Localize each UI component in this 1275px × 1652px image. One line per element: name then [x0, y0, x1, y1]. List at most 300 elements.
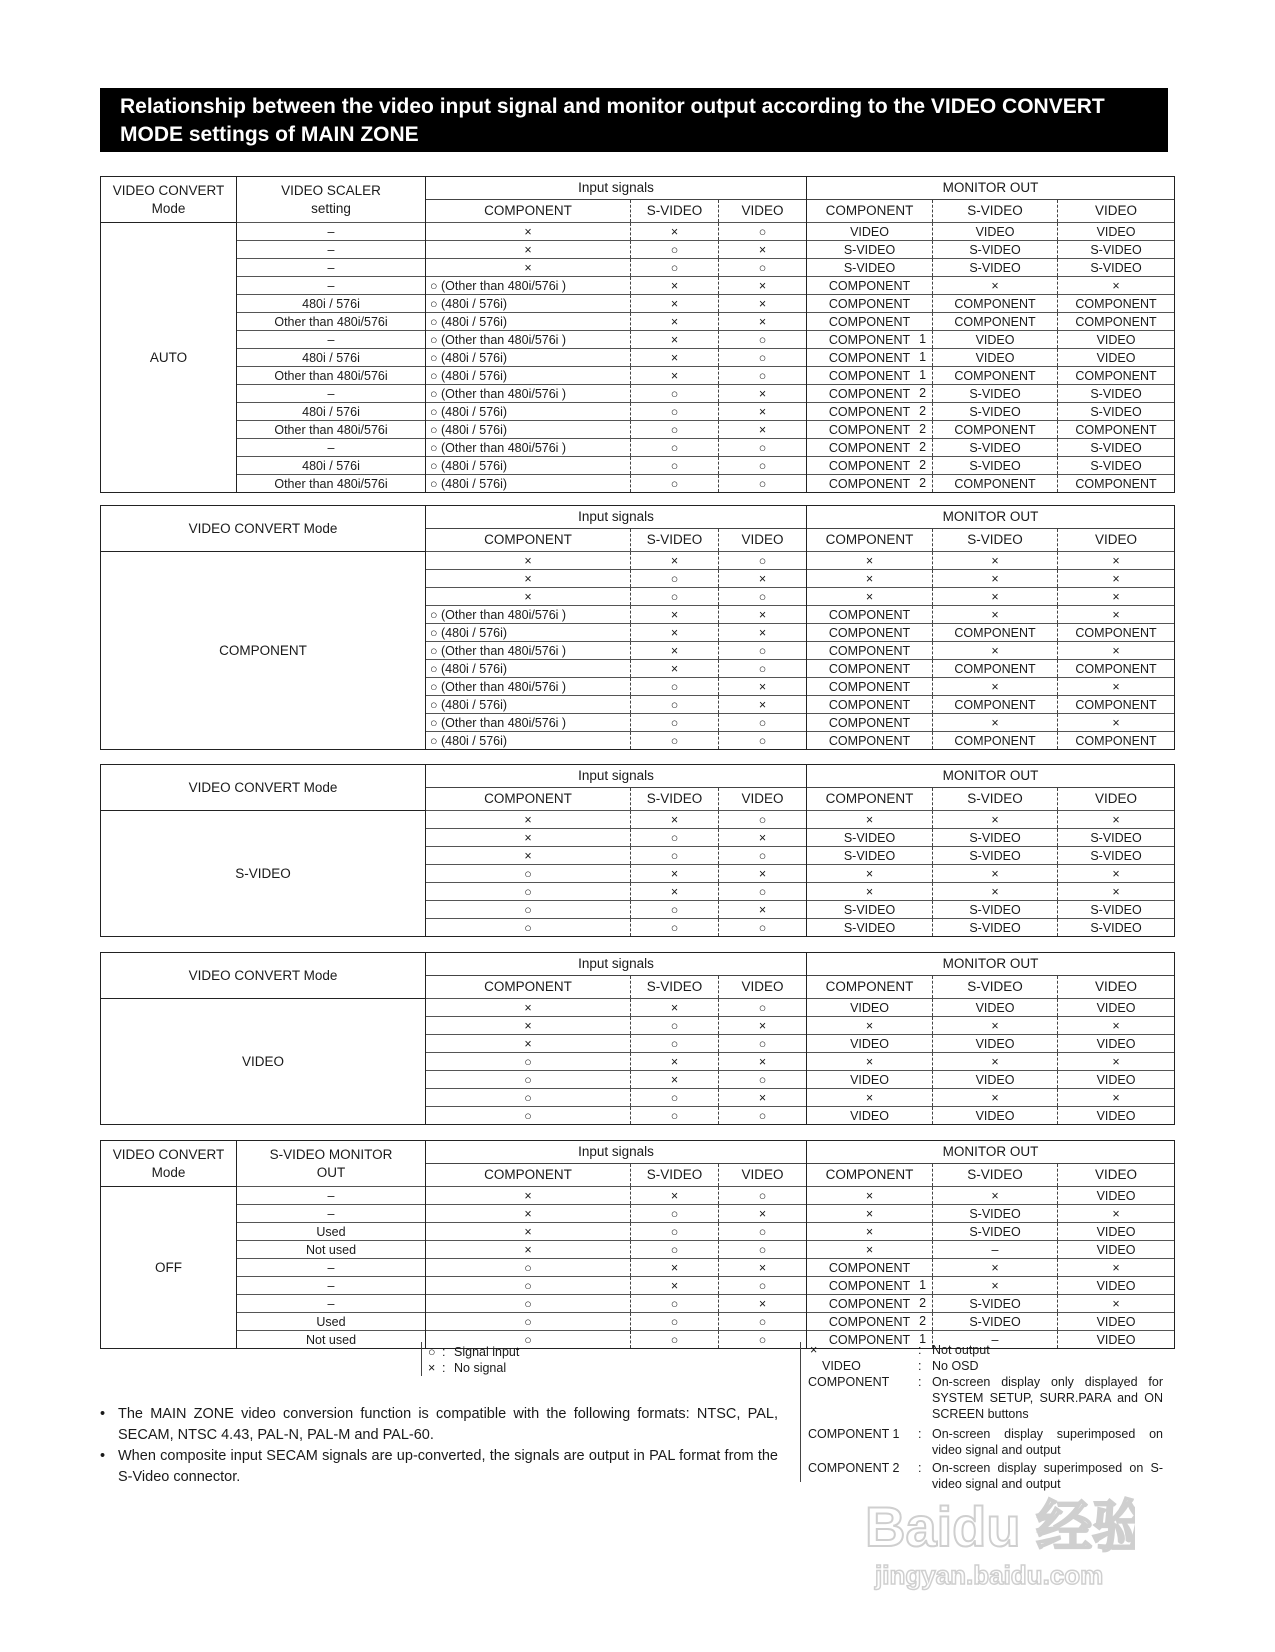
header-monitor-out: MONITOR OUT: [807, 1141, 1175, 1164]
out-svideo-cell: –: [933, 1331, 1058, 1349]
out-video-cell: COMPONENT: [1058, 732, 1175, 750]
input-component-cell: ×: [426, 223, 631, 241]
out-component-cell: [807, 919, 933, 937]
out-svideo-cell: S-VIDEO: [933, 457, 1058, 475]
setting-cell: Other than 480i/576i: [237, 313, 426, 331]
input-svideo-cell: ×: [631, 1053, 719, 1071]
input-video-cell: ○: [719, 475, 807, 493]
table-row: [101, 475, 1175, 493]
table-row: [101, 1277, 1175, 1295]
input-video-cell: ○: [719, 223, 807, 241]
input-svideo-cell: ○: [631, 588, 719, 606]
header-out-svideo: S-VIDEO: [933, 976, 1058, 999]
out-svideo-cell: S-VIDEO: [933, 439, 1058, 457]
out-component-value: COMPONENT: [828, 1278, 911, 1293]
out-video-cell: ×: [1058, 865, 1175, 883]
header-in-component: COMPONENT: [426, 529, 631, 552]
input-video-cell: ×: [719, 241, 807, 259]
input-video-cell: ○: [719, 999, 807, 1017]
input-video-cell: ○: [719, 1223, 807, 1241]
header-in-video: VIDEO: [719, 1164, 807, 1187]
out-component-value: COMPONENT: [828, 679, 911, 694]
input-video-cell: ○: [719, 1241, 807, 1259]
input-video-cell: ×: [719, 1017, 807, 1035]
table-row: [101, 1241, 1175, 1259]
out-video-cell: ×: [1058, 678, 1175, 696]
input-component-cell: ○ (480i / 576i): [426, 732, 631, 750]
out-component-value: ×: [865, 1090, 874, 1105]
out-svideo-cell: VIDEO: [933, 331, 1058, 349]
page-title: Relationship between the video input signal and monitor output according to the VIDEO CONVERT MODE settings of MAIN ZONE: [100, 88, 1168, 152]
input-svideo-cell: ○: [631, 1205, 719, 1223]
input-video-cell: ×: [719, 1259, 807, 1277]
out-component-value: S-VIDEO: [843, 830, 896, 845]
out-video-cell: VIDEO: [1058, 331, 1175, 349]
input-svideo-cell: ○: [631, 678, 719, 696]
out-component-cell: [807, 999, 933, 1017]
input-component-cell: ○ (Other than 480i/576i ): [426, 642, 631, 660]
input-component-cell: ×: [426, 588, 631, 606]
header-out-svideo: S-VIDEO: [933, 200, 1058, 223]
out-svideo-cell: ×: [933, 552, 1058, 570]
out-component-value: COMPONENT: [828, 296, 911, 311]
table-row: [101, 1223, 1175, 1241]
out-svideo-cell: ×: [933, 277, 1058, 295]
watermark-line2: jingyan.baidu.com: [875, 1560, 1104, 1590]
input-video-cell: ○: [719, 714, 807, 732]
input-video-cell: ○: [719, 1107, 807, 1125]
input-svideo-cell: ×: [631, 865, 719, 883]
setting-cell: 480i / 576i: [237, 403, 426, 421]
legend-divider-left: [421, 1342, 422, 1376]
out-component-cell: [807, 295, 933, 313]
out-component-value: S-VIDEO: [843, 260, 896, 275]
header-in-svideo: S-VIDEO: [631, 976, 719, 999]
out-video-cell: COMPONENT: [1058, 295, 1175, 313]
out-component-value: ×: [865, 553, 874, 568]
input-component-cell: ○ (480i / 576i): [426, 349, 631, 367]
legend-item: × : Not output: [810, 1343, 990, 1357]
input-component-cell: ○: [426, 1107, 631, 1125]
out-svideo-cell: VIDEO: [933, 1035, 1058, 1053]
header-setting: VIDEO SCALER setting: [237, 177, 426, 223]
input-video-cell: ×: [719, 1053, 807, 1071]
input-component-cell: ×: [426, 1035, 631, 1053]
input-svideo-cell: ○: [631, 714, 719, 732]
setting-cell: –: [237, 1295, 426, 1313]
out-video-cell: ×: [1058, 1053, 1175, 1071]
input-svideo-cell: ×: [631, 660, 719, 678]
input-video-cell: ○: [719, 732, 807, 750]
input-component-cell: ○ (480i / 576i): [426, 421, 631, 439]
out-component-note: 2: [919, 422, 927, 436]
table-row: [101, 331, 1175, 349]
out-svideo-cell: COMPONENT: [933, 696, 1058, 714]
header-row: [101, 953, 1175, 976]
input-video-cell: ○: [719, 439, 807, 457]
out-svideo-cell: S-VIDEO: [933, 919, 1058, 937]
input-video-cell: ○: [719, 1277, 807, 1295]
input-video-cell: ○: [719, 588, 807, 606]
out-component-cell: [807, 1035, 933, 1053]
mode-cell: VIDEO: [101, 999, 426, 1125]
out-svideo-cell: ×: [933, 883, 1058, 901]
header-input-signals: Input signals: [426, 765, 807, 788]
input-svideo-cell: ×: [631, 1187, 719, 1205]
out-svideo-cell: S-VIDEO: [933, 1295, 1058, 1313]
out-component-cell: [807, 696, 933, 714]
out-component-value: S-VIDEO: [843, 242, 896, 257]
input-component-cell: ×: [426, 570, 631, 588]
setting-cell: Other than 480i/576i: [237, 421, 426, 439]
header-input-signals: Input signals: [426, 506, 807, 529]
input-video-cell: ×: [719, 829, 807, 847]
out-component-value: COMPONENT: [828, 715, 911, 730]
out-video-cell: S-VIDEO: [1058, 829, 1175, 847]
out-component-note: 2: [919, 386, 927, 400]
input-component-cell: ○ (Other than 480i/576i ): [426, 385, 631, 403]
out-svideo-cell: COMPONENT: [933, 732, 1058, 750]
header-in-component: COMPONENT: [426, 200, 631, 223]
out-component-cell: [807, 1017, 933, 1035]
legend-item: COMPONENT 1 : On-screen display superimposed on video signal and output: [808, 1427, 1163, 1457]
note-item: • When composite input SECAM signals are up-converted, the signals are output in PAL format from the S-Video connector.: [100, 1448, 778, 1485]
input-component-cell: ×: [426, 1205, 631, 1223]
out-svideo-cell: S-VIDEO: [933, 385, 1058, 403]
out-component-value: COMPONENT: [828, 440, 911, 455]
out-video-cell: ×: [1058, 1017, 1175, 1035]
header-in-svideo: S-VIDEO: [631, 529, 719, 552]
input-svideo-cell: ○: [631, 1223, 719, 1241]
input-svideo-cell: ×: [631, 624, 719, 642]
input-component-cell: ×: [426, 1223, 631, 1241]
input-video-cell: ○: [719, 1035, 807, 1053]
header-mode: VIDEO CONVERT Mode: [101, 765, 426, 811]
out-video-cell: VIDEO: [1058, 999, 1175, 1017]
out-component-cell: [807, 1107, 933, 1125]
input-video-cell: ○: [719, 642, 807, 660]
out-svideo-cell: ×: [933, 606, 1058, 624]
note-item: • The MAIN ZONE video conversion function is compatible with the following formats: NTSC, PAL, SECAM, NTSC 4.43, PAL-N, PAL-M and PAL-60.: [100, 1406, 778, 1443]
out-video-cell: ×: [1058, 606, 1175, 624]
header-in-svideo: S-VIDEO: [631, 200, 719, 223]
input-component-cell: ×: [426, 241, 631, 259]
out-component-value: COMPONENT: [828, 643, 911, 658]
out-component-cell: [807, 811, 933, 829]
header-in-component: COMPONENT: [426, 1164, 631, 1187]
out-component-cell: [807, 732, 933, 750]
out-video-cell: VIDEO: [1058, 1277, 1175, 1295]
out-component-cell: [807, 385, 933, 403]
out-component-value: COMPONENT: [828, 697, 911, 712]
out-video-cell: COMPONENT: [1058, 313, 1175, 331]
table-row: [101, 421, 1175, 439]
input-component-cell: ×: [426, 811, 631, 829]
out-component-cell: [807, 277, 933, 295]
out-component-value: COMPONENT: [828, 733, 911, 748]
out-component-value: ×: [865, 1188, 874, 1203]
header-out-svideo: S-VIDEO: [933, 1164, 1058, 1187]
out-component-cell: [807, 475, 933, 493]
out-video-cell: COMPONENT: [1058, 660, 1175, 678]
input-component-cell: ×: [426, 847, 631, 865]
notes: [100, 1404, 778, 1488]
input-svideo-cell: ○: [631, 241, 719, 259]
out-component-note: 2: [919, 440, 927, 454]
out-component-value: COMPONENT: [828, 625, 911, 640]
legend-item: × : No signal: [428, 1361, 507, 1375]
input-component-cell: ×: [426, 999, 631, 1017]
header-input-signals: Input signals: [426, 177, 807, 200]
header-monitor-out: MONITOR OUT: [807, 506, 1175, 529]
input-svideo-cell: ×: [631, 1071, 719, 1089]
input-component-cell: ○: [426, 865, 631, 883]
header-out-svideo: S-VIDEO: [933, 788, 1058, 811]
out-video-cell: VIDEO: [1058, 1107, 1175, 1125]
input-video-cell: ×: [719, 1205, 807, 1223]
legend-item: VIDEO : No OSD: [822, 1359, 979, 1373]
setting-cell: Not used: [237, 1331, 426, 1349]
table-row: [101, 999, 1175, 1017]
input-video-cell: ○: [719, 331, 807, 349]
input-svideo-cell: ×: [631, 606, 719, 624]
input-component-cell: ×: [426, 1187, 631, 1205]
out-video-cell: COMPONENT: [1058, 475, 1175, 493]
input-svideo-cell: ×: [631, 223, 719, 241]
input-component-cell: ×: [426, 552, 631, 570]
out-svideo-cell: –: [933, 1241, 1058, 1259]
input-svideo-cell: ○: [631, 1035, 719, 1053]
out-video-cell: S-VIDEO: [1058, 847, 1175, 865]
out-video-cell: ×: [1058, 570, 1175, 588]
out-svideo-cell: S-VIDEO: [933, 1205, 1058, 1223]
out-component-cell: [807, 606, 933, 624]
header-mode: VIDEO CONVERT Mode: [101, 1141, 237, 1187]
mode-cell: COMPONENT: [101, 552, 426, 750]
input-svideo-cell: ○: [631, 1107, 719, 1125]
input-component-cell: ○ (480i / 576i): [426, 660, 631, 678]
header-row: [101, 1141, 1175, 1164]
table-row: [101, 241, 1175, 259]
header-row: [101, 177, 1175, 200]
input-component-cell: ○: [426, 919, 631, 937]
table-row: [101, 1187, 1175, 1205]
out-component-cell: [807, 1259, 933, 1277]
legend-left: [428, 1344, 519, 1376]
out-component-value: VIDEO: [850, 1108, 889, 1123]
input-svideo-cell: ×: [631, 1259, 719, 1277]
out-component-value: ×: [865, 1224, 874, 1239]
setting-cell: –: [237, 1205, 426, 1223]
out-svideo-cell: ×: [933, 1277, 1058, 1295]
out-video-cell: COMPONENT: [1058, 696, 1175, 714]
mode-cell: OFF: [101, 1187, 237, 1349]
out-svideo-cell: COMPONENT: [933, 475, 1058, 493]
out-component-note: 2: [919, 404, 927, 418]
header-setting: S-VIDEO MONITOR OUT: [237, 1141, 426, 1187]
header-input-signals: Input signals: [426, 1141, 807, 1164]
out-component-cell: [807, 313, 933, 331]
header-mode: VIDEO CONVERT Mode: [101, 506, 426, 552]
out-video-cell: VIDEO: [1058, 1035, 1175, 1053]
out-component-cell: [807, 1089, 933, 1107]
out-component-cell: [807, 624, 933, 642]
table-component: [100, 505, 1175, 750]
input-video-cell: ○: [719, 660, 807, 678]
out-component-value: COMPONENT: [828, 278, 911, 293]
header-mode: VIDEO CONVERT Mode: [101, 177, 237, 223]
setting-cell: –: [237, 439, 426, 457]
out-component-cell: [807, 678, 933, 696]
out-component-cell: [807, 642, 933, 660]
input-video-cell: ×: [719, 385, 807, 403]
input-video-cell: ×: [719, 901, 807, 919]
table-row: [101, 439, 1175, 457]
input-video-cell: ×: [719, 678, 807, 696]
table-row: [101, 1259, 1175, 1277]
out-video-cell: ×: [1058, 1259, 1175, 1277]
input-component-cell: ○ (480i / 576i): [426, 295, 631, 313]
header-out-component: COMPONENT: [807, 976, 933, 999]
input-component-cell: ○: [426, 1331, 631, 1349]
out-component-cell: [807, 1277, 933, 1295]
out-component-cell: [807, 349, 933, 367]
out-component-value: VIDEO: [850, 1000, 889, 1015]
input-video-cell: ○: [719, 1331, 807, 1349]
out-svideo-cell: ×: [933, 1017, 1058, 1035]
input-svideo-cell: ○: [631, 259, 719, 277]
input-component-cell: ○: [426, 1071, 631, 1089]
out-svideo-cell: S-VIDEO: [933, 829, 1058, 847]
out-component-cell: [807, 1295, 933, 1313]
input-component-cell: ○ (Other than 480i/576i ): [426, 277, 631, 295]
input-component-cell: ○ (480i / 576i): [426, 475, 631, 493]
header-in-svideo: S-VIDEO: [631, 788, 719, 811]
out-component-value: COMPONENT: [828, 476, 911, 491]
input-svideo-cell: ×: [631, 552, 719, 570]
table-video: [100, 952, 1175, 1125]
table-row: [101, 223, 1175, 241]
out-video-cell: S-VIDEO: [1058, 241, 1175, 259]
setting-cell: Used: [237, 1223, 426, 1241]
out-component-note: 1: [919, 368, 927, 382]
input-video-cell: ×: [719, 403, 807, 421]
input-video-cell: ○: [719, 847, 807, 865]
input-video-cell: ×: [719, 1295, 807, 1313]
header-out-component: COMPONENT: [807, 200, 933, 223]
out-component-value: S-VIDEO: [843, 848, 896, 863]
out-video-cell: ×: [1058, 588, 1175, 606]
table-row: [101, 367, 1175, 385]
input-video-cell: ×: [719, 606, 807, 624]
input-video-cell: ×: [719, 313, 807, 331]
input-component-cell: ○: [426, 1313, 631, 1331]
input-svideo-cell: ○: [631, 1313, 719, 1331]
out-svideo-cell: COMPONENT: [933, 367, 1058, 385]
out-component-cell: [807, 1071, 933, 1089]
input-svideo-cell: ×: [631, 331, 719, 349]
header-input-signals: Input signals: [426, 953, 807, 976]
input-svideo-cell: ○: [631, 919, 719, 937]
out-component-cell: [807, 865, 933, 883]
input-component-cell: ○ (480i / 576i): [426, 624, 631, 642]
table-auto: [100, 176, 1175, 493]
input-component-cell: ○: [426, 1295, 631, 1313]
out-svideo-cell: VIDEO: [933, 223, 1058, 241]
out-component-cell: [807, 403, 933, 421]
input-component-cell: ○: [426, 883, 631, 901]
input-svideo-cell: ×: [631, 1277, 719, 1295]
out-component-cell: [807, 259, 933, 277]
out-video-cell: S-VIDEO: [1058, 439, 1175, 457]
out-video-cell: ×: [1058, 1205, 1175, 1223]
out-video-cell: COMPONENT: [1058, 624, 1175, 642]
legend-divider-right: [800, 1342, 801, 1482]
out-component-cell: [807, 1313, 933, 1331]
header-out-video: VIDEO: [1058, 1164, 1175, 1187]
out-svideo-cell: ×: [933, 1259, 1058, 1277]
input-svideo-cell: ○: [631, 1295, 719, 1313]
header-in-svideo: S-VIDEO: [631, 1164, 719, 1187]
input-video-cell: ○: [719, 883, 807, 901]
input-svideo-cell: ○: [631, 1241, 719, 1259]
input-video-cell: ○: [719, 259, 807, 277]
out-svideo-cell: COMPONENT: [933, 295, 1058, 313]
out-svideo-cell: S-VIDEO: [933, 241, 1058, 259]
input-svideo-cell: ×: [631, 811, 719, 829]
setting-cell: –: [237, 1187, 426, 1205]
header-in-video: VIDEO: [719, 976, 807, 999]
header-out-component: COMPONENT: [807, 529, 933, 552]
input-video-cell: ○: [719, 552, 807, 570]
input-component-cell: ○ (Other than 480i/576i ): [426, 678, 631, 696]
out-svideo-cell: COMPONENT: [933, 313, 1058, 331]
out-component-value: VIDEO: [850, 1036, 889, 1051]
input-component-cell: ○ (Other than 480i/576i ): [426, 714, 631, 732]
input-svideo-cell: ○: [631, 457, 719, 475]
input-svideo-cell: ○: [631, 421, 719, 439]
input-svideo-cell: ○: [631, 732, 719, 750]
table-row: [101, 403, 1175, 421]
out-svideo-cell: ×: [933, 570, 1058, 588]
out-component-cell: [807, 223, 933, 241]
input-video-cell: ○: [719, 1313, 807, 1331]
input-svideo-cell: ○: [631, 829, 719, 847]
out-component-value: COMPONENT: [828, 661, 911, 676]
out-component-value: COMPONENT: [828, 314, 911, 329]
out-component-note: 1: [919, 332, 927, 346]
out-svideo-cell: S-VIDEO: [933, 403, 1058, 421]
out-component-cell: [807, 1187, 933, 1205]
setting-cell: Other than 480i/576i: [237, 475, 426, 493]
input-component-cell: ○: [426, 1259, 631, 1277]
table-row: [101, 552, 1175, 570]
out-component-value: COMPONENT: [828, 422, 911, 437]
input-video-cell: ×: [719, 295, 807, 313]
out-component-value: COMPONENT: [828, 368, 911, 383]
out-svideo-cell: ×: [933, 1053, 1058, 1071]
out-component-value: COMPONENT: [828, 607, 911, 622]
setting-cell: Not used: [237, 1241, 426, 1259]
watermark-line1: Baidu 经验: [865, 1495, 1135, 1558]
header-out-video: VIDEO: [1058, 529, 1175, 552]
input-component-cell: ○ (480i / 576i): [426, 457, 631, 475]
input-svideo-cell: ○: [631, 475, 719, 493]
out-video-cell: VIDEO: [1058, 1331, 1175, 1349]
out-svideo-cell: S-VIDEO: [933, 1313, 1058, 1331]
out-component-cell: [807, 241, 933, 259]
out-svideo-cell: COMPONENT: [933, 624, 1058, 642]
